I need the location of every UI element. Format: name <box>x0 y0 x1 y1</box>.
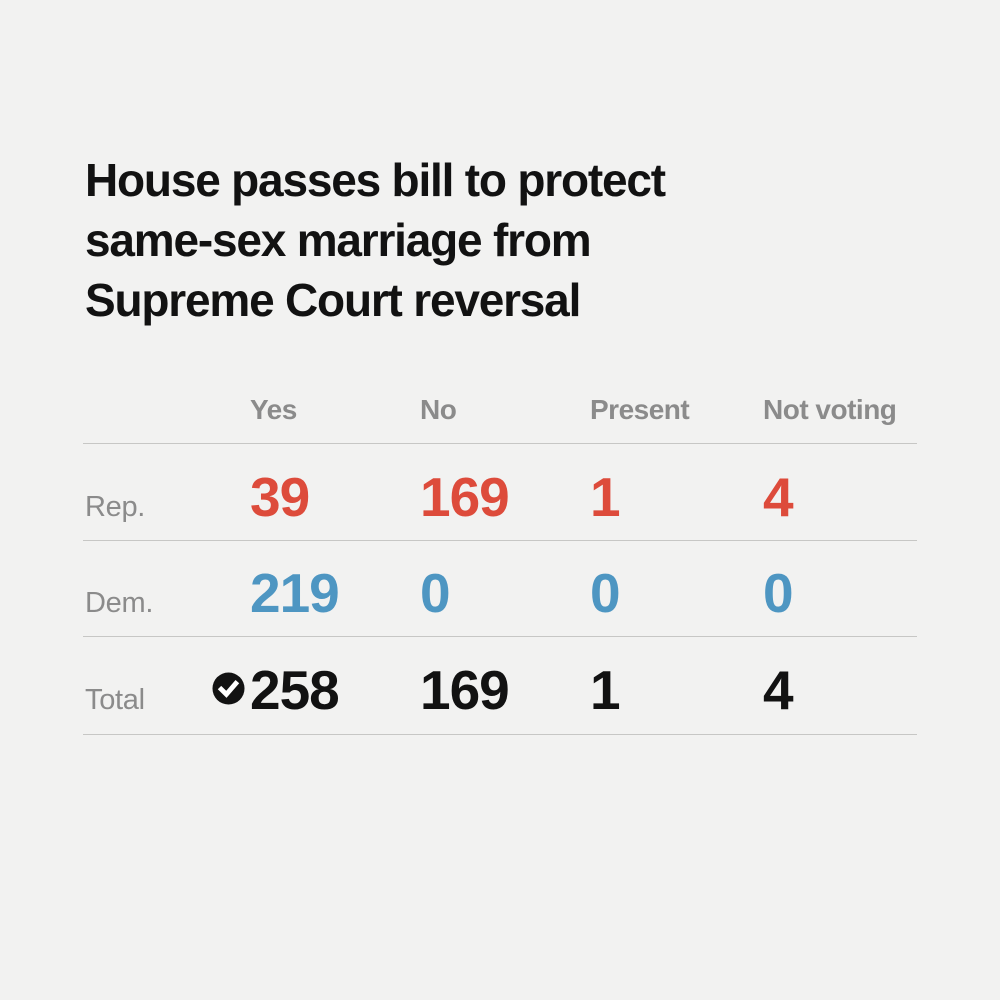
column-header-no: No <box>420 394 457 425</box>
total-yes-cell <box>250 658 420 722</box>
total-no-value: 169 <box>420 659 509 721</box>
rep-yes-value: 39 <box>250 466 310 528</box>
dem-no-value: 0 <box>420 562 450 624</box>
rep-present-value: 1 <box>590 466 620 528</box>
vote-table <box>83 382 917 735</box>
row-label-total: Total <box>85 684 145 716</box>
table-row-total <box>83 637 917 735</box>
column-header-not-voting: Not voting <box>763 394 897 425</box>
rep-no-value: 169 <box>420 466 509 528</box>
column-header-yes: Yes <box>250 394 297 425</box>
table-row-rep <box>83 444 917 541</box>
dem-yes-value: 219 <box>250 562 339 624</box>
headline-line-3: Supreme Court reversal <box>85 274 581 326</box>
table-row-dem <box>83 541 917 637</box>
total-not-voting-value: 4 <box>763 659 793 721</box>
table-header-row <box>83 382 917 444</box>
dem-present-value: 0 <box>590 562 620 624</box>
winner-check-icon <box>212 672 245 705</box>
page-title <box>85 150 885 330</box>
total-present-value: 1 <box>590 659 620 721</box>
row-label-rep: Rep. <box>85 491 146 523</box>
row-label-dem: Dem. <box>85 587 154 619</box>
total-yes-value: 258 <box>250 659 339 721</box>
headline-line-2: same-sex marriage from <box>85 214 591 266</box>
rep-not-voting-value: 4 <box>763 466 793 528</box>
column-header-present: Present <box>590 394 690 425</box>
dem-not-voting-value: 0 <box>763 562 793 624</box>
headline-line-1: House passes bill to protect <box>85 154 665 206</box>
